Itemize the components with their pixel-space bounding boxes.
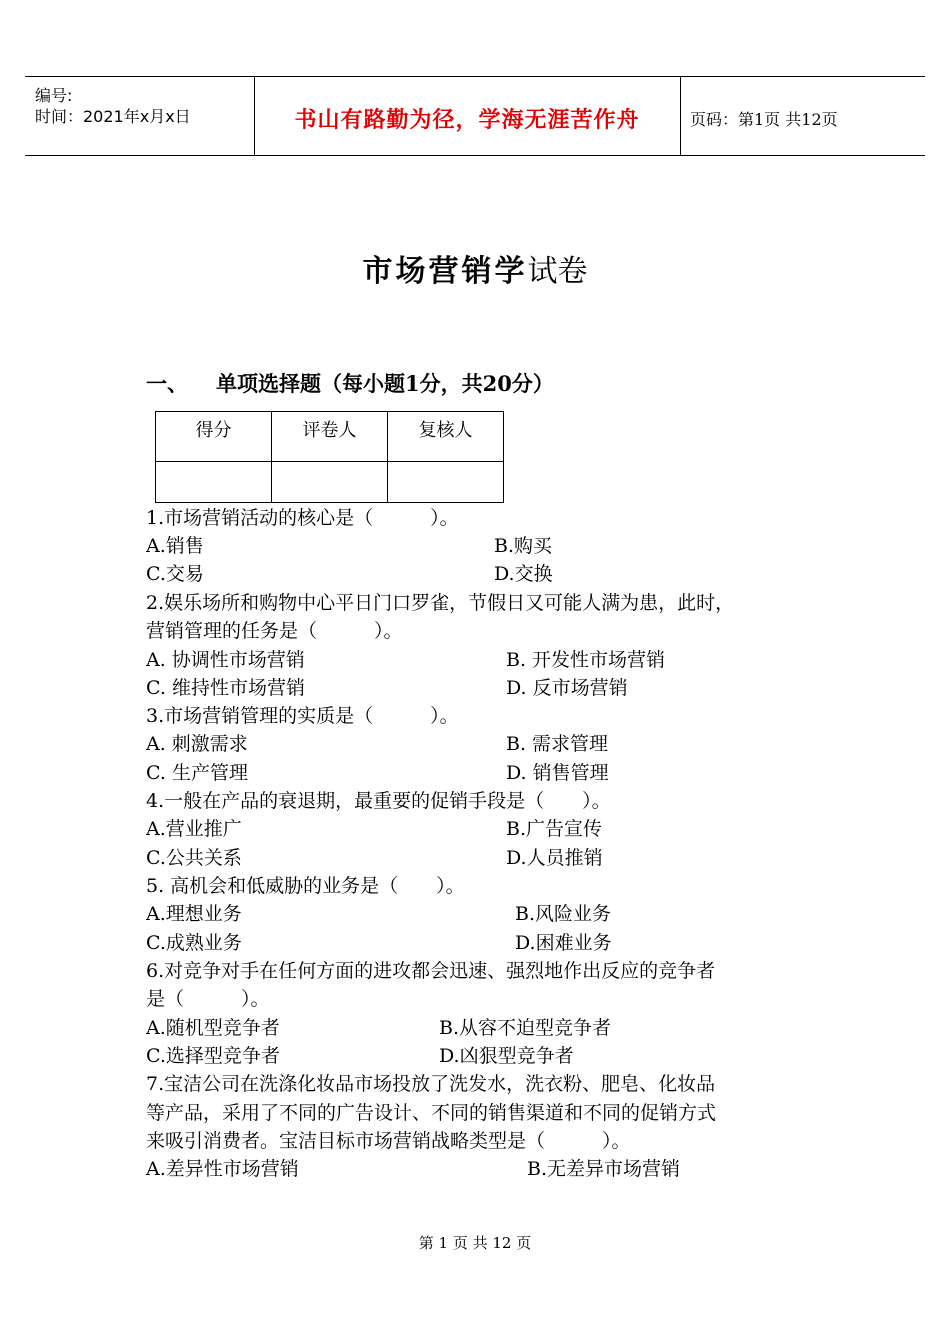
exam-title-main: 市场营销学 (362, 254, 528, 289)
header-motto-cell (254, 77, 681, 155)
option-text: C.成熟业务 (146, 932, 242, 954)
document-time-label: 时间：2021年x月x日 (35, 107, 191, 126)
header-page-info: 页码：第1页 共12页 (690, 110, 838, 129)
option-text: C.公共关系 (146, 847, 242, 869)
option-text: A.营业推广 (146, 818, 242, 840)
option-text: D.凶狠型竞争者 (439, 1045, 574, 1067)
question-text: 4.一般在产品的衰退期，最重要的促销手段是（ ）。 (146, 790, 611, 812)
score-table (155, 411, 504, 503)
reviewer-header: 复核人 (388, 412, 504, 462)
score-cell (156, 462, 272, 503)
option-text: A.理想业务 (146, 903, 242, 925)
option-text: A. 刺激需求 (146, 733, 248, 755)
question-text: 等产品，采用了不同的广告设计、不同的销售渠道和不同的促销方式 (146, 1102, 717, 1124)
option-text: B.购买 (494, 535, 553, 557)
option-text: B.从容不迫型竞争者 (439, 1017, 612, 1039)
question-text: 1.市场营销活动的核心是（ ）。 (146, 507, 459, 529)
option-text: D.困难业务 (515, 932, 612, 954)
section-heading (146, 368, 554, 398)
document-code-label: 编号: (35, 86, 73, 105)
option-text: A.差异性市场营销 (146, 1158, 299, 1180)
question-text: 2.娱乐场所和购物中心平日门口罗雀，节假日又可能人满为患，此时， (146, 592, 735, 614)
option-text: A. 协调性市场营销 (146, 649, 305, 671)
page-footer: 第 1 页 共 12 页 (418, 1234, 532, 1252)
option-text: B. 开发性市场营销 (506, 649, 666, 671)
option-text: A.随机型竞争者 (146, 1017, 280, 1039)
option-text: A.销售 (146, 535, 204, 557)
question-text: 是（ ）。 (146, 988, 270, 1010)
option-text: D. 销售管理 (506, 762, 609, 784)
question-text: 3.市场营销管理的实质是（ ）。 (146, 705, 459, 727)
header-page-cell (680, 77, 925, 155)
reviewer-cell (388, 462, 504, 503)
option-text: C. 维持性市场营销 (146, 677, 305, 699)
header-motto: 书山有路勤为径，学海无涯苦作舟 (294, 107, 640, 133)
grader-cell (272, 462, 388, 503)
exam-title-suffix: 试卷 (527, 254, 588, 289)
option-text: C.交易 (146, 563, 204, 585)
option-text: B. 需求管理 (506, 733, 609, 755)
page-header (25, 76, 925, 156)
question-text: 5. 高机会和低威胁的业务是（ ）。 (146, 875, 465, 897)
section-title: 单项选择题（每小题1分，共20分） (216, 371, 554, 396)
option-text: D.交换 (494, 563, 553, 585)
option-text: D.人员推销 (506, 847, 603, 869)
exam-title (0, 246, 950, 290)
question-text: 7.宝洁公司在洗涤化妆品市场投放了洗发水，洗衣粉、肥皂、化妆品 (146, 1073, 716, 1095)
grader-header: 评卷人 (272, 412, 388, 462)
option-text: C.选择型竞争者 (146, 1045, 280, 1067)
option-text: B.广告宣传 (506, 818, 603, 840)
question-text: 来吸引消费者。宝洁目标市场营销战略类型是（ ）。 (146, 1130, 631, 1152)
question-text: 6.对竞争对手在任何方面的进攻都会迅速、强烈地作出反应的竞争者 (146, 960, 716, 982)
header-info-cell (25, 77, 255, 155)
score-header: 得分 (156, 412, 272, 462)
option-text: B.风险业务 (515, 903, 612, 925)
option-text: C. 生产管理 (146, 762, 248, 784)
option-text: D. 反市场营销 (506, 677, 628, 699)
option-text: B.无差异市场营销 (527, 1158, 681, 1180)
section-number: 一、 (146, 371, 188, 396)
question-text: 营销管理的任务是（ ）。 (146, 620, 403, 642)
